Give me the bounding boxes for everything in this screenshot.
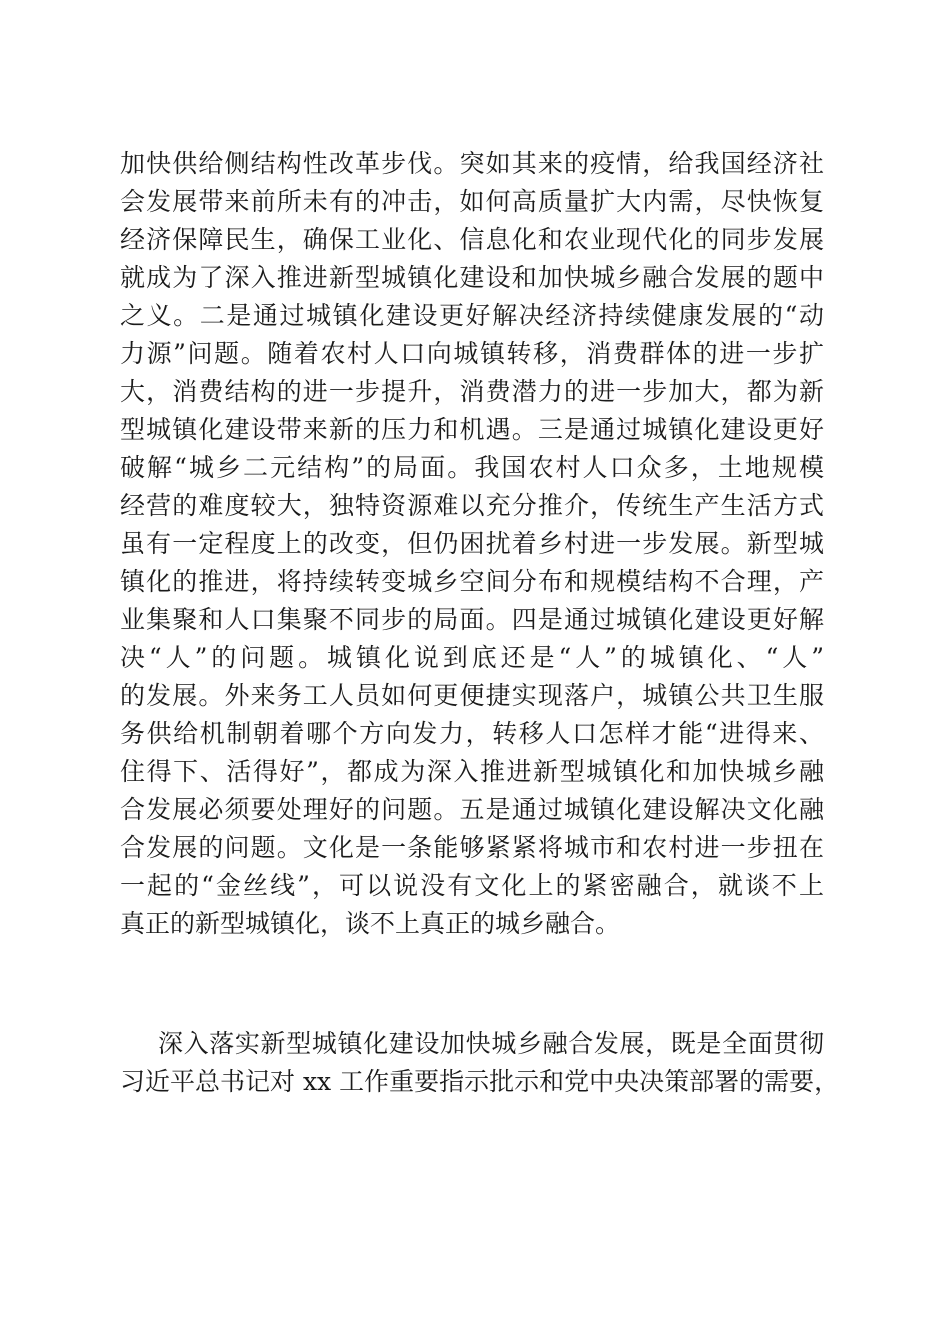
text-line: 加快供给侧结构性改革步伐。突如其来的疫情，给我国经济社 [120, 149, 824, 178]
text-line: 真正的新型城镇化，谈不上真正的城乡融合。 [120, 909, 621, 938]
text-line: 合发展的问题。文化是一条能够紧紧将城市和农村进一步扭在 [120, 833, 824, 862]
text-line: 习近平总书记对 xx 工作重要指示批示和党中央决策部署的需要， [120, 1067, 840, 1096]
text-line: 务供给机制朝着哪个方向发力，转移人口怎样才能“进得来、 [120, 719, 824, 748]
text-line: 决“人”的问题。城镇化说到底还是“人”的城镇化、“人” [120, 643, 824, 672]
text-line: 合发展必须要处理好的问题。五是通过城镇化建设解决文化融 [120, 795, 824, 824]
text-line: 大，消费结构的进一步提升，消费潜力的进一步加大，都为新 [120, 377, 824, 406]
text-line: 经济保障民生，确保工业化、信息化和农业现代化的同步发展 [120, 225, 824, 254]
text-line: 力源”问题。随着农村人口向城镇转移，消费群体的进一步扩 [120, 339, 824, 368]
body-paragraph-1 [120, 145, 824, 943]
text-line: 深入落实新型城镇化建设加快城乡融合发展，既是全面贯彻 [158, 1029, 824, 1058]
text-line: 会发展带来前所未有的冲击，如何高质量扩大内需，尽快恢复 [120, 187, 824, 216]
text-line: 业集聚和人口集聚不同步的局面。四是通过城镇化建设更好解 [120, 605, 824, 634]
text-line: 经营的难度较大，独特资源难以充分推介，传统生产生活方式 [120, 491, 824, 520]
text-line: 镇化的推进，将持续转变城乡空间分布和规模结构不合理，产 [120, 567, 824, 596]
text-line: 就成为了深入推进新型城镇化建设和加快城乡融合发展的题中 [120, 263, 824, 292]
text-line: 住得下、活得好”，都成为深入推进新型城镇化和加快城乡融 [120, 757, 824, 786]
text-line: 型城镇化建设带来新的压力和机遇。三是通过城镇化建设更好 [120, 415, 824, 444]
text-line: 的发展。外来务工人员如何更便捷实现落户，城镇公共卫生服 [120, 681, 824, 710]
body-paragraph-2 [120, 1025, 840, 1101]
text-line: 虽有一定程度上的改变，但仍困扰着乡村进一步发展。新型城 [120, 529, 824, 558]
text-line: 一起的“金丝线”，可以说没有文化上的紧密融合，就谈不上 [120, 871, 824, 900]
text-line: 破解“城乡二元结构”的局面。我国农村人口众多，土地规模 [120, 453, 824, 482]
text-line: 之义。二是通过城镇化建设更好解决经济持续健康发展的“动 [120, 301, 824, 330]
